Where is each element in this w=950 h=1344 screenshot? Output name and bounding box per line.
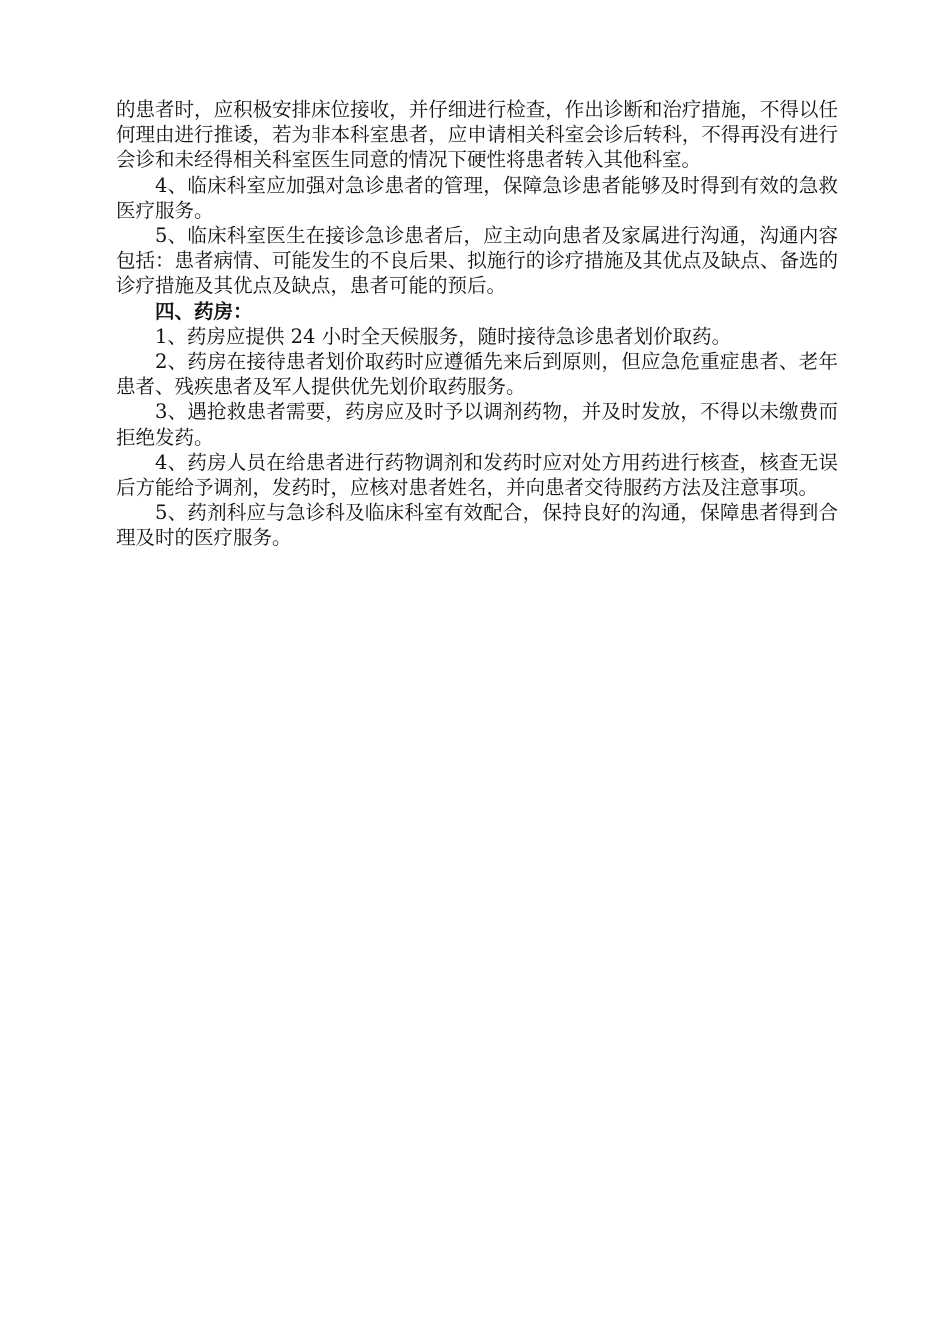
paragraph-section3-item5: 5、临床科室医生在接诊急诊患者后，应主动向患者及家属进行沟通，沟通内容包括：患者病情、可能发生的不良后果、拟施行的诊疗措施及其优点及缺点、备选的诊疗措施及其优点及缺点，患者可能的预后。 (116, 224, 838, 298)
paragraph-section4-item1: 1、药房应提供 24 小时全天候服务，随时接待急诊患者划价取药。 (155, 324, 732, 348)
paragraph-section3-item4: 4、临床科室应加强对急诊患者的管理，保障急诊患者能够及时得到有效的急救医疗服务。 (116, 173, 838, 222)
paragraph-section4-item3: 3、遇抢救患者需要，药房应及时予以调剂药物，并及时发放，不得以未缴费而拒绝发药。 (116, 400, 838, 449)
paragraph-section4-item2: 2、药房在接待患者划价取药时应遵循先来后到原则，但应急危重症患者、老年患者、残疾患者及军人提供优先划价取药服务。 (116, 350, 838, 399)
paragraph-section4-item4: 4、药房人员在给患者进行药物调剂和发药时应对处方用药进行核查，核查无误后方能给予调剂，发药时，应核对患者姓名，并向患者交待服药方法及注意事项。 (116, 450, 838, 500)
document-page (116, 97, 838, 551)
paragraph-section4-item5: 5、药剂科应与急诊科及临床科室有效配合，保持良好的沟通，保障患者得到合理及时的医疗服务。 (116, 501, 838, 550)
paragraph-continued: 的患者时，应积极安排床位接收，并仔细进行检查，作出诊断和治疗措施，不得以任何理由进行推诿，若为非本科室患者，应申请相关科室会诊后转科，不得再没有进行会诊和未经得相关科室医生同意的情况下硬性将患者转入其他科室。 (116, 98, 838, 172)
section-heading-pharmacy: 四、药房： (155, 299, 253, 323)
